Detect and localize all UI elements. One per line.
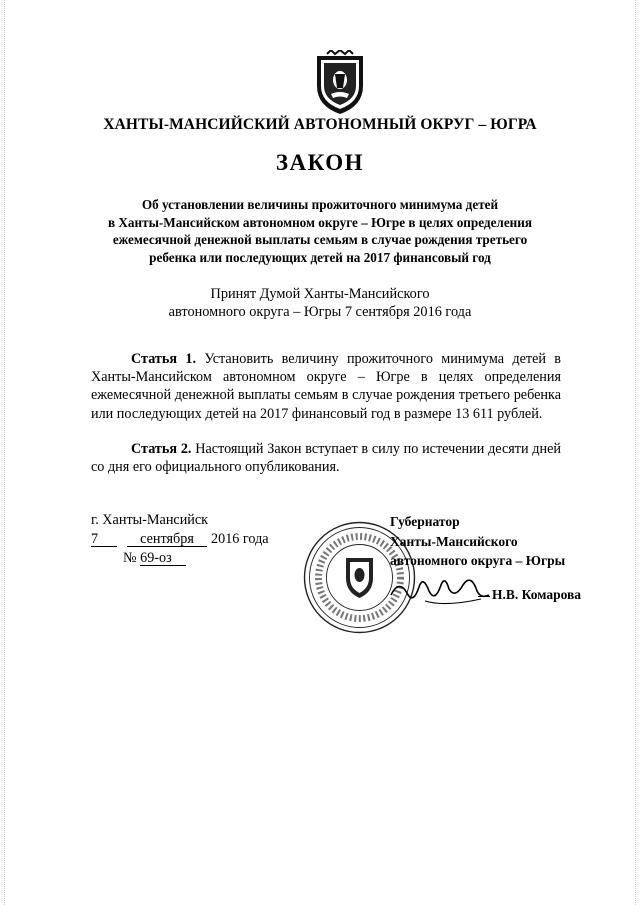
scan-edge-right bbox=[635, 0, 636, 905]
scan-edge-left bbox=[4, 0, 5, 905]
governor-name: Н.В. Комарова bbox=[492, 587, 582, 602]
date-month: сентября bbox=[127, 532, 207, 547]
adoption-note bbox=[110, 285, 530, 321]
date-day: 7 bbox=[91, 532, 117, 547]
number-prefix: № bbox=[123, 550, 137, 566]
article-1 bbox=[91, 350, 561, 423]
article-1-text: Установить величину прожиточного минимума детей в Ханты-Мансийском автономном округе – Югре в целях определения ежемесячной денежной выплаты семьям в случае рождения третьего ребенка или последующих детей на 2017 финансовый год в размере 13 611 рублей. bbox=[91, 351, 561, 422]
city: г. Ханты-Мансийск bbox=[91, 512, 209, 528]
subject-line: ребенка или последующих детей на 2017 финансовый год bbox=[149, 249, 491, 265]
law-number: 69-оз bbox=[140, 551, 186, 566]
article-2-text: Настоящий Закон вступает в силу по истечении десяти дней со дня его официального опубликования. bbox=[91, 441, 562, 476]
governor-title bbox=[390, 512, 610, 571]
adoption-line: автономного округа – Югры 7 сентября 2016 года bbox=[168, 304, 472, 320]
handwritten-signature bbox=[385, 565, 495, 610]
article-1-label: Статья 1. bbox=[131, 351, 197, 367]
place-date-number bbox=[91, 511, 269, 568]
law-subject bbox=[90, 196, 550, 266]
governor-line: Губернатор bbox=[390, 514, 460, 529]
date-line bbox=[91, 530, 269, 549]
adoption-line: Принят Думой Ханты-Мансийского bbox=[210, 286, 430, 302]
document-type: ЗАКОН bbox=[275, 150, 365, 175]
subject-line: ежемесячной денежной выплаты семьям в случае рождения третьего bbox=[112, 232, 528, 247]
governor-line: Ханты-Мансийского bbox=[390, 533, 518, 549]
subject-line: Об установлении величины прожиточного минимума детей bbox=[141, 197, 499, 212]
article-2-label: Статья 2. bbox=[131, 441, 192, 457]
subject-line: в Ханты-Мансийском автономном округе – Югре в целях определения bbox=[107, 214, 533, 230]
governor-line: автономного округа – Югры bbox=[390, 553, 566, 568]
signature-dash bbox=[478, 596, 490, 597]
region-title: ХАНТЫ-МАНСИЙСКИЙ АВТОНОМНЫЙ ОКРУГ – ЮГРА bbox=[103, 116, 537, 133]
coat-of-arms-icon bbox=[313, 50, 367, 116]
number-line bbox=[91, 549, 269, 568]
date-year: 2016 года bbox=[211, 531, 269, 547]
article-2 bbox=[91, 440, 561, 476]
